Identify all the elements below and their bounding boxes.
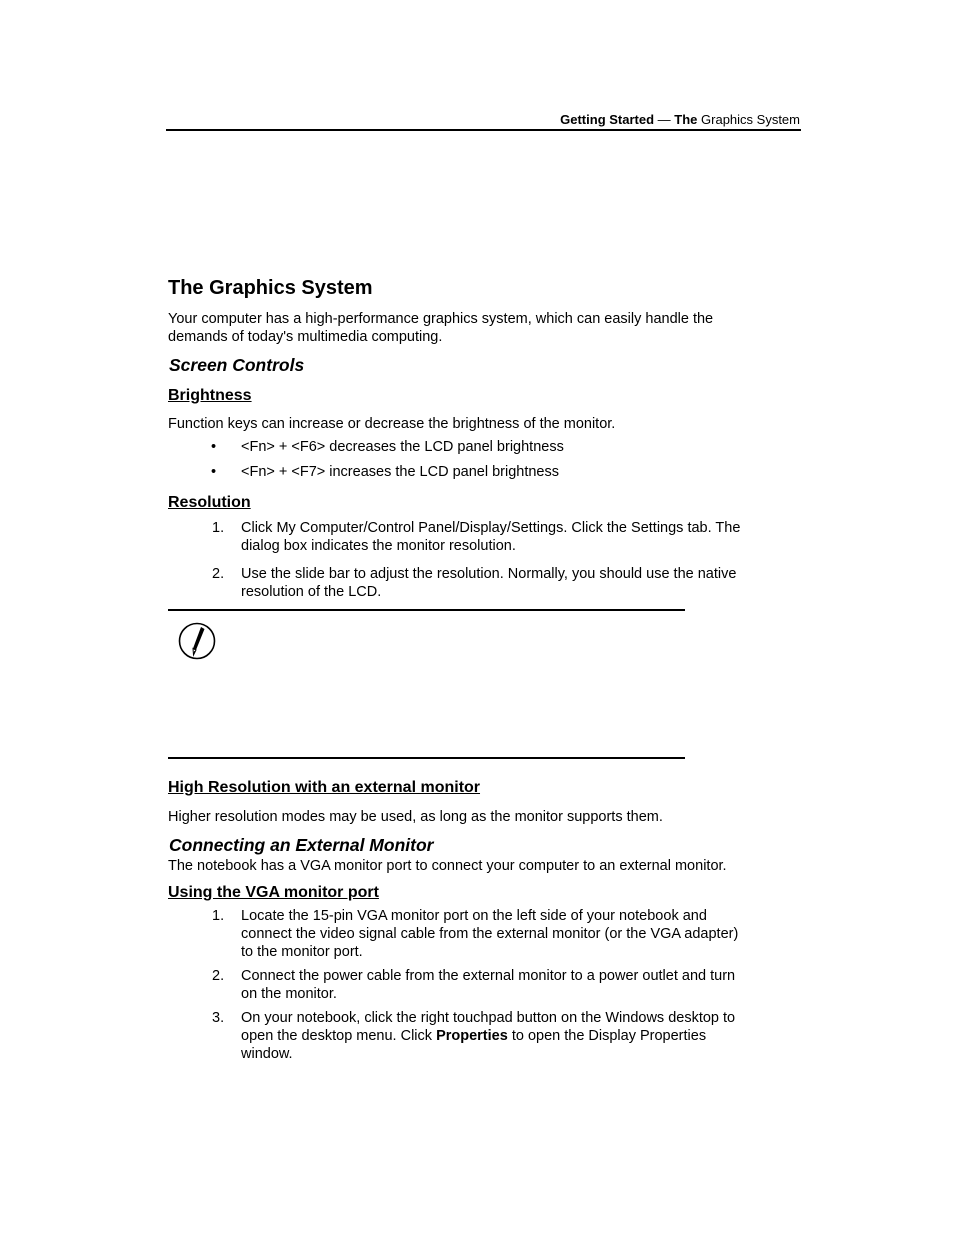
header-chapter: Getting Started xyxy=(560,112,655,127)
header-section-the: The xyxy=(674,112,698,127)
external-monitor-text: The notebook has a VGA monitor port to connect your computer to an external monitor. xyxy=(168,858,727,874)
header-dash: — xyxy=(654,112,675,127)
resolution-heading: Resolution xyxy=(168,494,251,511)
vga-heading: Using the VGA monitor port xyxy=(168,884,379,901)
pen-note-icon xyxy=(177,621,217,661)
bullet-glyph: • xyxy=(211,439,217,455)
note-top-rule xyxy=(168,609,685,611)
header-rule xyxy=(166,129,801,131)
numbered-step xyxy=(212,519,741,555)
step-number: 2. xyxy=(212,566,225,582)
external-monitor-heading: Connecting an External Monitor xyxy=(169,835,434,855)
step-line: window. xyxy=(241,1046,293,1062)
page-title: The Graphics System xyxy=(168,277,373,299)
high-res-heading: High Resolution with an external monitor xyxy=(168,779,481,796)
header-section-rest: Graphics System xyxy=(697,112,800,127)
intro-line-2: demands of today's multimedia computing. xyxy=(168,329,443,345)
high-res-text: Higher resolution modes may be used, as long as the monitor supports them. xyxy=(168,809,663,825)
bullet-item xyxy=(211,463,559,481)
step-line: connect the video signal cable from the external monitor (or the VGA adapter) xyxy=(241,926,739,942)
running-header xyxy=(560,112,800,127)
step-line: Locate the 15-pin VGA monitor port on the left side of your notebook and xyxy=(241,908,707,924)
bullet-text: <Fn> + <F6> decreases the LCD panel brightness xyxy=(241,439,564,455)
brightness-heading: Brightness xyxy=(168,387,252,404)
step-line: to the monitor port. xyxy=(241,944,363,960)
numbered-step xyxy=(212,565,737,601)
step-number: 2. xyxy=(212,968,225,984)
step-line: On your notebook, click the right touchpad button on the Windows desktop to xyxy=(241,1010,736,1026)
step-number: 1. xyxy=(212,520,225,536)
intro-paragraph xyxy=(168,310,713,346)
step-line: Connect the power cable from the external monitor to a power outlet and turn xyxy=(241,968,736,984)
step-line: Use the slide bar to adjust the resolution. Normally, you should use the native xyxy=(241,566,737,582)
note-bottom-rule xyxy=(168,757,685,759)
step-line xyxy=(241,1027,735,1045)
step-number: 3. xyxy=(212,1010,225,1026)
numbered-step xyxy=(212,1009,736,1063)
properties-term: Properties xyxy=(436,1028,508,1044)
step-text: to open the Display Properties xyxy=(507,1028,707,1044)
step-line: dialog box indicates the monitor resolution. xyxy=(241,538,516,554)
bullet-glyph: • xyxy=(211,464,217,480)
step-number: 1. xyxy=(212,908,225,924)
brightness-text: Function keys can increase or decrease the brightness of the monitor. xyxy=(168,416,616,432)
bullet-text: <Fn> + <F7> increases the LCD panel brightness xyxy=(241,464,559,480)
step-line: resolution of the LCD. xyxy=(241,584,382,600)
step-text: open the desktop menu. Click xyxy=(241,1028,437,1044)
bullet-item xyxy=(211,438,564,456)
numbered-step xyxy=(212,967,736,1003)
numbered-step xyxy=(212,907,739,961)
screen-controls-heading: Screen Controls xyxy=(169,355,305,375)
step-line: Click My Computer/Control Panel/Display/Settings. Click the Settings tab. The xyxy=(241,520,741,536)
intro-line-1: Your computer has a high-performance graphics system, which can easily handle the xyxy=(168,311,714,327)
step-line: on the monitor. xyxy=(241,986,337,1002)
